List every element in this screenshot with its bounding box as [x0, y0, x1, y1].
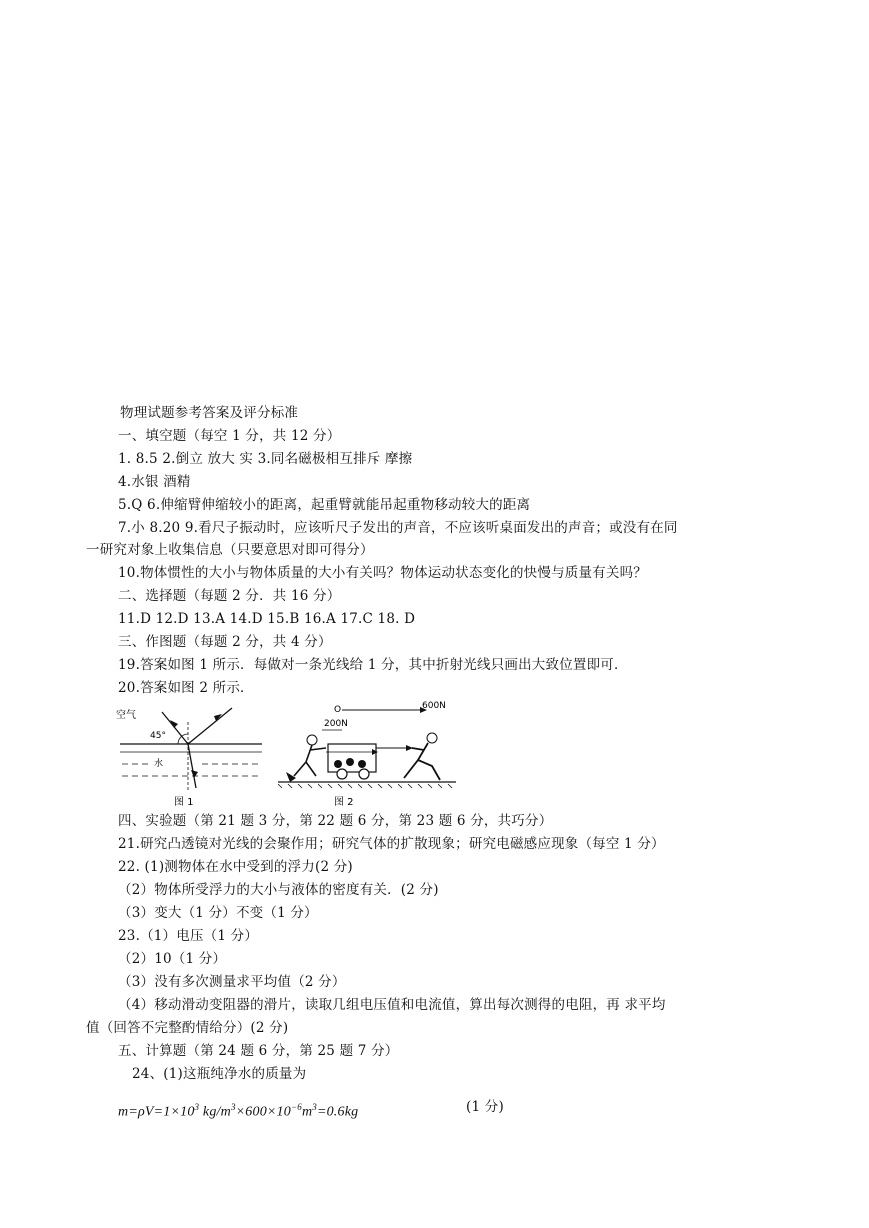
text-line: 值（回答不完整酌情给分）(2 分) [86, 1020, 289, 1036]
figure-2-forces [272, 700, 462, 810]
force-600-label: 600N [422, 701, 446, 711]
text-line: （2）物体所受浮力的大小与液体的密度有关．(2 分) [118, 882, 439, 898]
figure-1-caption: 图 1 [174, 797, 194, 808]
text-line: （3）变大（1 分）不变（1 分） [118, 905, 318, 921]
text-line: 22. (1)测物体在水中受到的浮力(2 分) [118, 859, 353, 875]
text-line: 24、(1)这瓶纯净水的质量为 [132, 1066, 307, 1082]
text-line: 21.研究凸透镜对光线的会聚作用；研究气体的扩散现象；研究电磁感应现象（每空 1 分） [118, 836, 665, 852]
text-line: （3）没有多次测量求平均值（2 分） [118, 974, 346, 990]
text-line: 四、实验题（第 21 题 3 分，第 22 题 6 分，第 23 题 6 分，共巧分） [118, 813, 553, 829]
text-line: 一研究对象上收集信息（只要意思对即可得分） [86, 542, 374, 558]
text-line: 1. 8.5 2.倒立 放大 实 3.同名磁极相互排斥 摩擦 [118, 451, 413, 467]
text-line: （2）10（1 分） [118, 951, 227, 967]
text-line: 5.Q 6.伸缩臂伸缩较小的距离，起重臂就能吊起重物移动较大的距离 [118, 497, 531, 513]
figure-2-caption: 图 2 [334, 797, 354, 808]
text-line: 10.物体惯性的大小与物体质量的大小有关吗？物体运动状态变化的快慢与质量有关吗？ [118, 565, 647, 581]
text-line: 五、计算题（第 24 题 6 分，第 25 题 7 分） [118, 1043, 399, 1059]
text-line: 7.小 8.20 9.看尺子振动时，应该听尺子发出的声音，不应该听桌面发出的声音；或没有在同 [118, 520, 678, 536]
text-line: 三、作图题（每题 2 分，共 4 分） [118, 634, 332, 650]
text-line: 20.答案如图 2 所示． [118, 680, 254, 696]
point-label: O [334, 705, 342, 715]
text-line: 二、选择题（每题 2 分．共 16 分） [118, 588, 341, 604]
text-line: 11.D 12.D 13.A 14.D 15.B 16.A 17.C 18. D [118, 611, 416, 627]
text-line: 4.水银 酒精 [118, 474, 191, 490]
text-line: （4）移动滑动变阻器的滑片，读取几组电压值和电流值，算出每次测得的电阻，再 求平均 [118, 997, 666, 1013]
angle-label: 45° [150, 731, 166, 741]
score-note: (1 分) [466, 1099, 504, 1115]
mass-formula: $m=\rho V=1\times 10^3$ $kg/m^3\times 600\times 10^{-6}m^3=0.6kg$ [118, 1102, 359, 1120]
text-line: 23.（1）电压（1 分） [118, 928, 259, 944]
water-label: 水 [154, 759, 164, 769]
text-line: 一、填空题（每空 1 分，共 12 分） [118, 428, 341, 444]
air-label: 空气 [116, 710, 136, 721]
page-title: 物理试题参考答案及评分标准 [120, 405, 299, 421]
force-200-label: 200N [324, 719, 348, 729]
figure-1-refraction [112, 700, 267, 810]
text-line: 19.答案如图 1 所示．每做对一条光线给 1 分，其中折射光线只画出大致位置即可． [118, 657, 628, 673]
